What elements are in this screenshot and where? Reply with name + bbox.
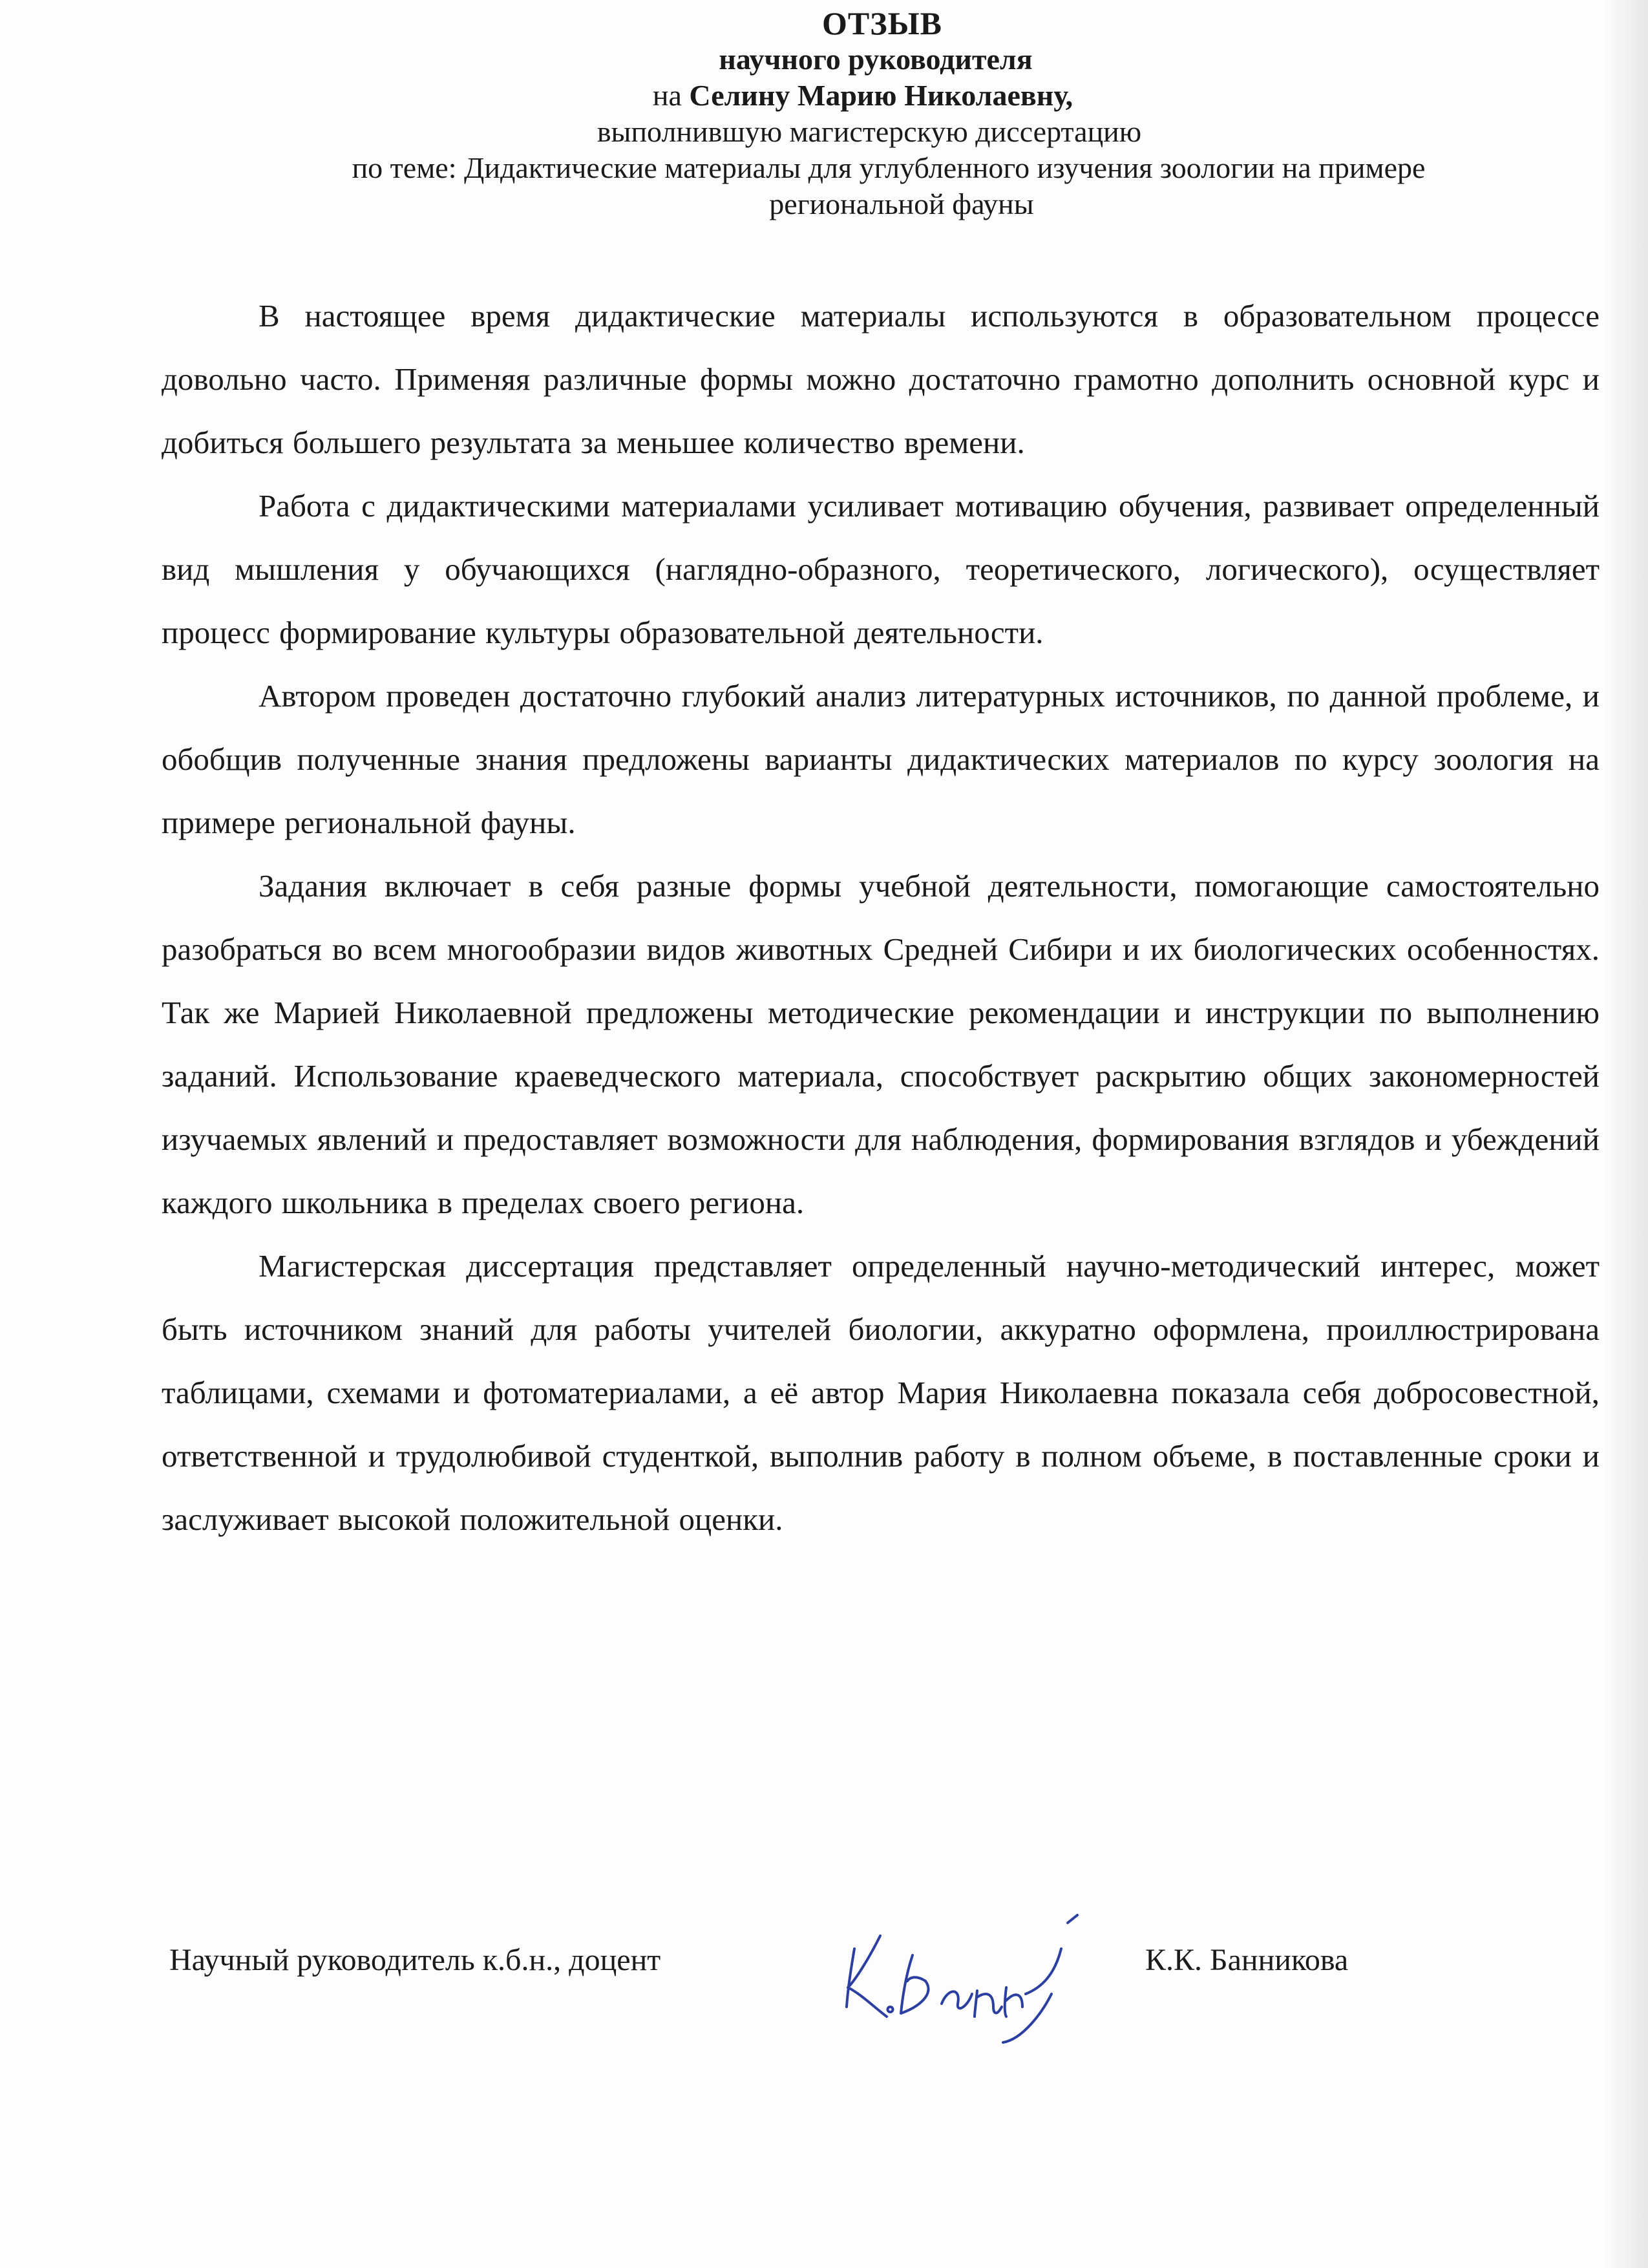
paragraph: Автором проведен достаточно глубокий анализ литературных источников, по данной проблеме, и обобщив полученные знания предложены варианты дидактических материалов по курсу зоология на примере региональной фауны. <box>162 678 1600 840</box>
document-header <box>0 5 1648 222</box>
handwritten-signature <box>829 1910 1100 2046</box>
completed-line: выполнившую магистерскую диссертацию <box>597 115 1142 148</box>
supervisor-name: К.К. Банникова <box>1145 1943 1349 1977</box>
paragraph: Работа с дидактическими материалами усиливает мотивацию обучения, развивает определенный вид мышления у обучающихся (наглядно-образного, теоретического, логического), осуществляет процесс формирование культуры образовательной деятельности. <box>162 488 1600 650</box>
paragraph: В настоящее время дидактические материалы используются в образовательном процессе довольно часто. Применяя различные формы можно достаточно грамотно дополнить основной курс и добиться большего результата за меньшее количество времени. <box>162 298 1600 460</box>
signature-strokes <box>847 1915 1077 2042</box>
review-body <box>162 284 1600 1551</box>
document-subtitle: научного руководителя <box>719 43 1033 76</box>
student-name: Селину Марию Николаевну, <box>689 79 1073 112</box>
document-title: ОТЗЫВ <box>821 5 943 41</box>
supervisor-position: Научный руководитель к.б.н., доцент <box>169 1943 661 1977</box>
topic-line-2: региональной фауны <box>769 187 1034 220</box>
paragraph: Задания включает в себя разные формы учебной деятельности, помогающие самостоятельно разобраться во всем многообразии видов животных Средней Сибири и их биологических особенностях. Так же Марией Николаевной предложены методические рекомендации и инструкции по выполнению заданий. Использование краеведческого материала, способствует раскрытию общих закономерностей изучаемых явлений и предоставляет возможности для наблюдения, формирования взглядов и убеждений каждого школьника в пределах своего региона. <box>162 868 1600 1220</box>
topic-line-1: по теме: Дидактические материалы для углубленного изучения зоологии на примере <box>352 151 1426 184</box>
student-line <box>78 78 1648 114</box>
paragraph: Магистерская диссертация представляет определенный научно-методический интерес, может быть источником знаний для работы учителей биологии, аккуратно оформлена, проиллюстрирована таблицами, схемами и фотоматериалами, а её автор Мария Николаевна показала себя добросовестной, ответственной и трудолюбивой студенткой, выполнив работу в полном объеме, в поставленные сроки и заслуживает высокой положительной оценки. <box>162 1248 1600 1537</box>
on-prefix: на <box>652 79 682 112</box>
signature-row <box>169 1916 1623 2059</box>
